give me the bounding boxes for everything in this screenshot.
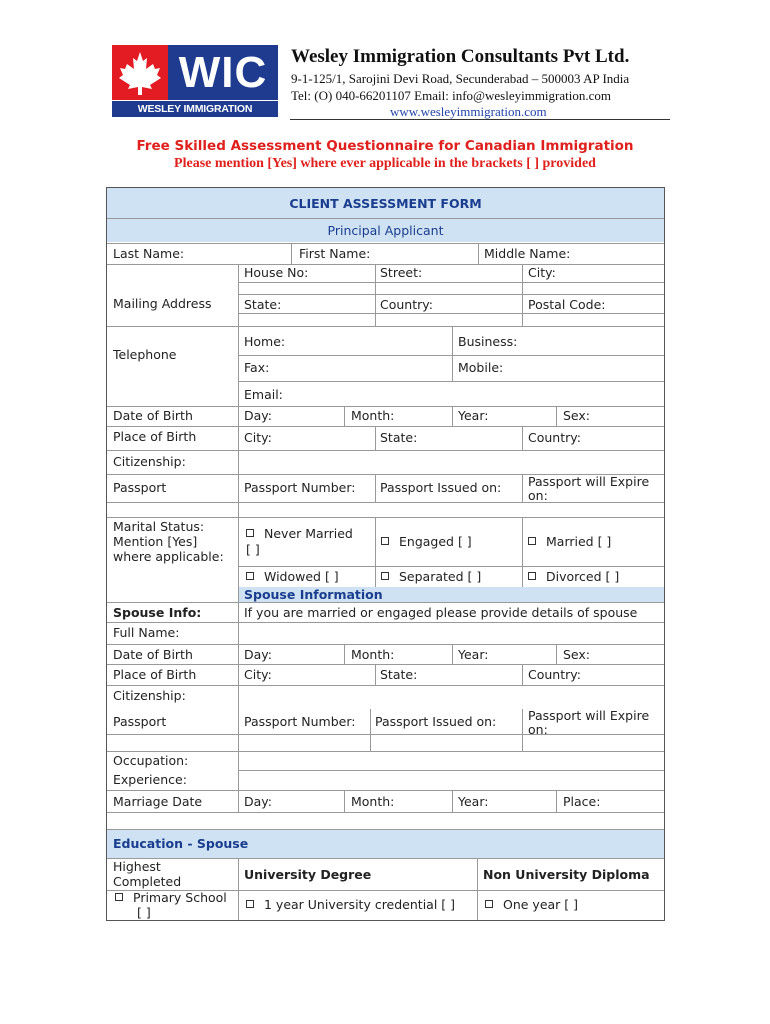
spouse-pob-state-label: State:: [380, 667, 418, 682]
header-rule: [290, 119, 670, 120]
logo-text: WIC: [168, 45, 278, 100]
spouse-pob-label: Place of Birth: [113, 667, 197, 682]
company-logo: [112, 45, 278, 131]
never-married-option[interactable]: Never Married: [246, 527, 353, 541]
form-title: CLIENT ASSESSMENT FORM: [289, 196, 482, 211]
non-university-diploma-header: Non University Diploma: [483, 867, 650, 882]
company-contact: Tel: (O) 040-66201107 Email: info@wesleyimmigration.com: [291, 88, 611, 103]
dob-year-label: Year:: [458, 408, 489, 423]
pob-city-label: City:: [244, 430, 272, 445]
primary-school-bracket: [ ]: [137, 905, 151, 920]
spouse-passport-expire-label-2: on:: [528, 722, 548, 737]
spouse-month-label: Month:: [351, 647, 395, 662]
fax-label: Fax:: [244, 360, 270, 375]
primary-school-option[interactable]: Primary School: [115, 891, 227, 905]
widowed-option[interactable]: Widowed [ ]: [246, 570, 339, 584]
separated-option[interactable]: Separated [ ]: [381, 570, 481, 584]
married-option[interactable]: Married [ ]: [528, 535, 611, 549]
postal-code-label: Postal Code:: [528, 297, 606, 312]
checkbox-icon[interactable]: [528, 572, 536, 580]
pob-state-label: State:: [380, 430, 418, 445]
first-name-label: First Name:: [299, 246, 371, 261]
city-label: City:: [528, 265, 556, 280]
passport-number-label: Passport Number:: [244, 480, 356, 495]
date-of-birth-label: Date of Birth: [113, 408, 193, 423]
spouse-passport-issued-label: Passport Issued on:: [375, 714, 497, 729]
checkbox-icon[interactable]: [115, 893, 123, 901]
house-no-label: House No:: [244, 265, 309, 280]
spouse-citizenship-label: Citizenship:: [113, 688, 186, 703]
state-label: State:: [244, 297, 282, 312]
dob-month-label: Month:: [351, 408, 395, 423]
mailing-address-label: Mailing Address: [113, 296, 212, 311]
full-name-label: Full Name:: [113, 625, 180, 640]
street-label: Street:: [380, 265, 423, 280]
university-degree-header: University Degree: [244, 867, 372, 882]
citizenship-label: Citizenship:: [113, 454, 186, 469]
place-of-birth-label: Place of Birth: [113, 429, 197, 444]
spouse-pob-country-label: Country:: [528, 667, 581, 682]
spouse-information-heading: Spouse Information: [244, 587, 383, 602]
divorced-option[interactable]: Divorced [ ]: [528, 570, 619, 584]
spouse-note: If you are married or engaged please provide details of spouse: [244, 605, 638, 620]
logo-subtitle: WESLEY IMMIGRATION CONSULTANTS: [112, 101, 278, 117]
occupation-label: Occupation:: [113, 753, 189, 768]
checkbox-icon[interactable]: [246, 572, 254, 580]
passport-issued-label: Passport Issued on:: [380, 480, 502, 495]
spouse-info-label: Spouse Info:: [113, 605, 202, 620]
pob-country-label: Country:: [528, 430, 581, 445]
engaged-option[interactable]: Engaged [ ]: [381, 535, 472, 549]
spouse-year-label: Year:: [458, 647, 489, 662]
checkbox-icon[interactable]: [528, 537, 536, 545]
marriage-place-label: Place:: [563, 794, 601, 809]
page-title: Free Skilled Assessment Questionnaire for Canadian Immigration: [136, 138, 634, 154]
highest-completed-label: Highest: [113, 859, 161, 874]
mobile-label: Mobile:: [458, 360, 504, 375]
one-year-diploma-option[interactable]: One year [ ]: [485, 898, 578, 912]
company-address: 9-1-125/1, Sarojini Devi Road, Secunderabad – 500003 AP India: [291, 71, 630, 86]
company-name: Wesley Immigration Consultants Pvt Ltd.: [291, 46, 630, 67]
dob-day-label: Day:: [244, 408, 272, 423]
highest-completed-label-2: Completed: [113, 874, 182, 889]
marriage-year-label: Year:: [458, 794, 489, 809]
marriage-month-label: Month:: [351, 794, 395, 809]
spouse-sex-label: Sex:: [563, 647, 591, 662]
country-label: Country:: [380, 297, 433, 312]
marriage-date-label: Marriage Date: [113, 794, 203, 809]
spouse-pob-city-label: City:: [244, 667, 272, 682]
principal-applicant-heading: Principal Applicant: [327, 223, 444, 238]
education-spouse-heading: Education - Spouse: [113, 836, 249, 851]
home-phone-label: Home:: [244, 334, 286, 349]
page-subtitle: Please mention [Yes] where ever applicable in the brackets [ ] provided: [174, 156, 596, 171]
checkbox-icon[interactable]: [381, 537, 389, 545]
checkbox-icon[interactable]: [485, 900, 493, 908]
marriage-day-label: Day:: [244, 794, 272, 809]
passport-label: Passport: [113, 480, 167, 495]
checkbox-icon[interactable]: [246, 529, 254, 537]
telephone-label: Telephone: [113, 347, 177, 362]
marital-where-label: where applicable:: [113, 549, 224, 564]
middle-name-label: Middle Name:: [484, 246, 571, 261]
experience-label: Experience:: [113, 772, 187, 787]
maple-leaf-icon: [112, 45, 168, 100]
company-website-link[interactable]: www.wesleyimmigration.com: [390, 104, 547, 119]
passport-expire-label-2: on:: [528, 488, 548, 503]
never-married-bracket: [ ]: [246, 542, 260, 557]
spouse-passport-label: Passport: [113, 714, 167, 729]
spouse-day-label: Day:: [244, 647, 272, 662]
last-name-label: Last Name:: [113, 246, 185, 261]
passport-expire-label: Passport will Expire: [528, 474, 650, 489]
client-assessment-form: [106, 187, 665, 921]
marital-status-label: Marital Status:: [113, 519, 205, 534]
checkbox-icon[interactable]: [246, 900, 254, 908]
spouse-passport-number-label: Passport Number:: [244, 714, 356, 729]
spouse-dob-label: Date of Birth: [113, 647, 193, 662]
one-year-university-option[interactable]: 1 year University credential [ ]: [246, 898, 455, 912]
business-phone-label: Business:: [458, 334, 518, 349]
checkbox-icon[interactable]: [381, 572, 389, 580]
email-label: Email:: [244, 387, 283, 402]
spouse-passport-expire-label: Passport will Expire: [528, 708, 650, 723]
sex-label: Sex:: [563, 408, 591, 423]
marital-mention-label: Mention [Yes]: [113, 534, 198, 549]
